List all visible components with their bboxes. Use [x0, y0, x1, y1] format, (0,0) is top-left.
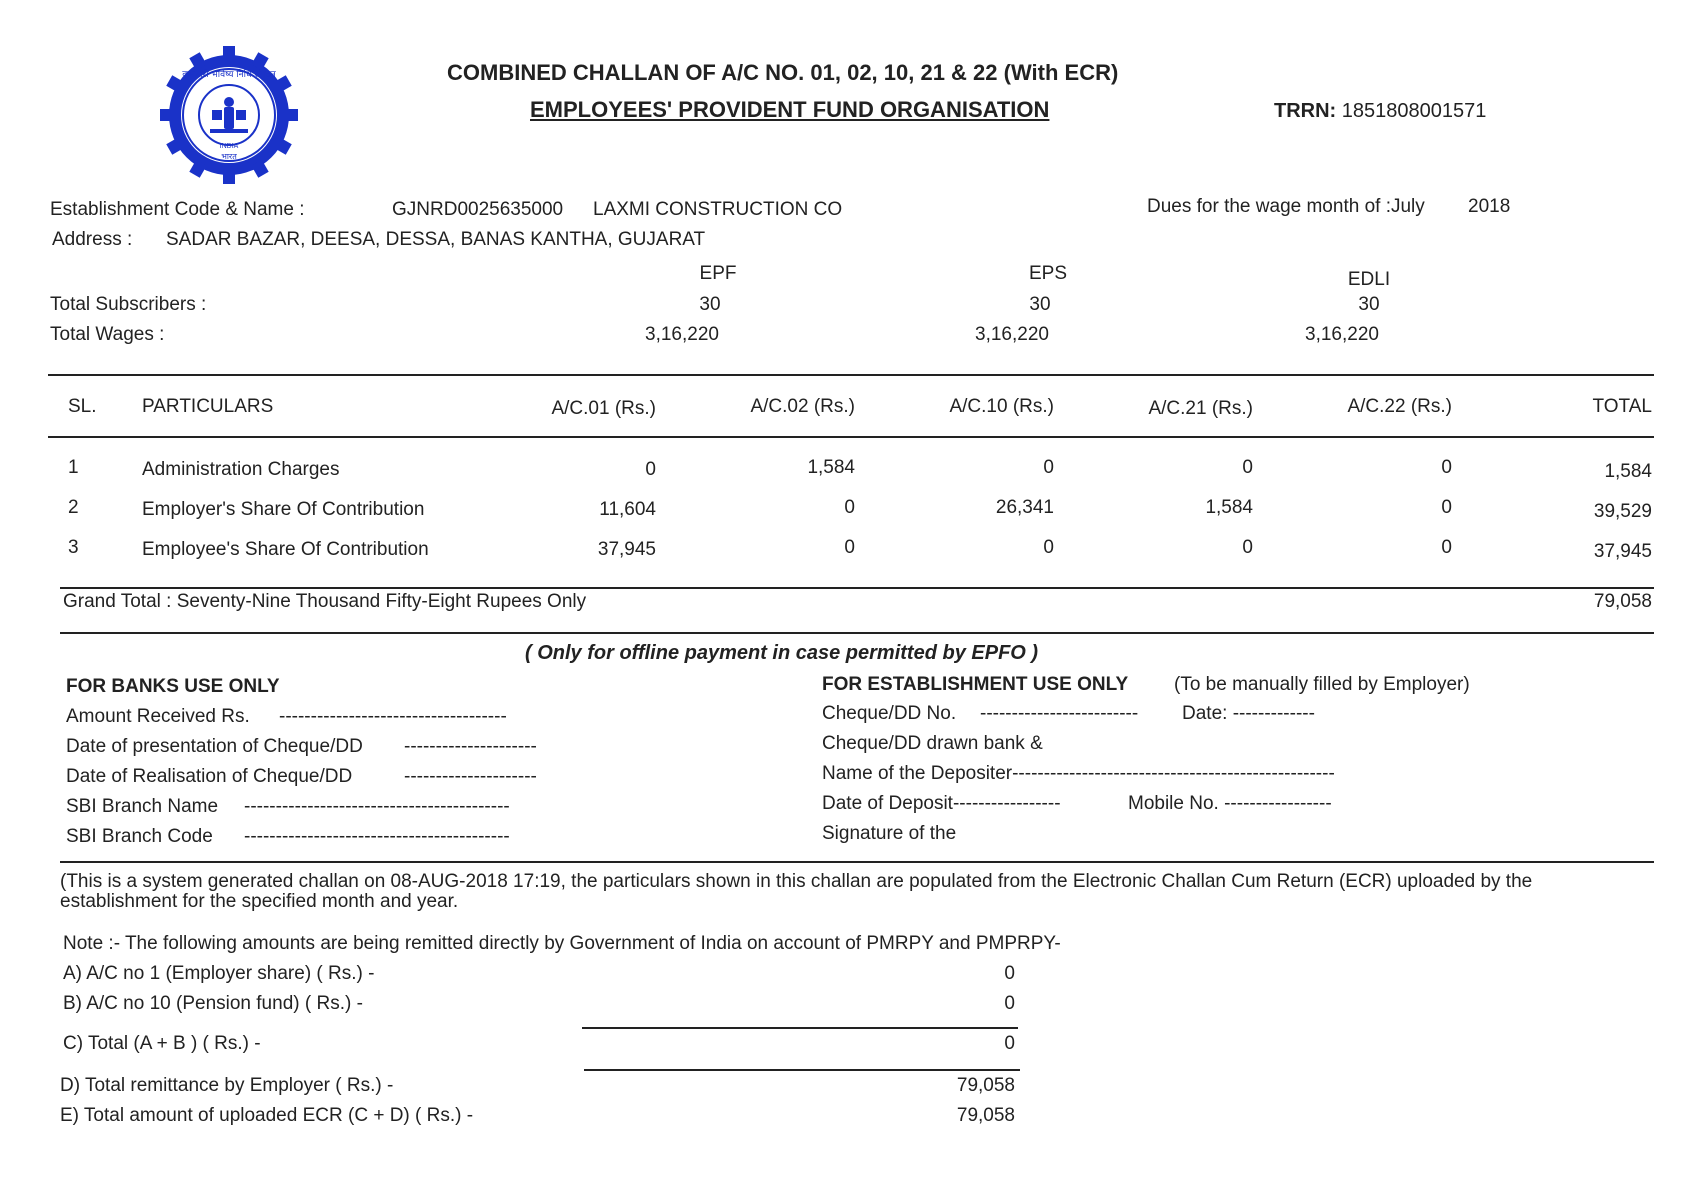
table-header-rule [48, 436, 1654, 438]
row-ac10: 0 [1043, 537, 1054, 558]
row-ac22: 0 [1441, 497, 1452, 518]
col-ac01: A/C.01 (Rs.) [551, 398, 656, 419]
row-ac21: 0 [1242, 537, 1253, 558]
row-sl: 1 [68, 457, 79, 478]
total-rule [584, 1069, 1020, 1071]
banks-amount-field: ------------------------------------ [279, 706, 507, 727]
est-use-subtitle: (To be manually filled by Employer) [1174, 674, 1470, 695]
col-ac02: A/C.02 (Rs.) [750, 396, 855, 417]
subscribers-edli: 30 [1358, 294, 1380, 315]
grand-total-top-rule [60, 587, 1654, 589]
item-d-label: D) Total remittance by Employer ( Rs.) - [60, 1075, 394, 1096]
establishment-name: LAXMI CONSTRUCTION CO [593, 199, 843, 220]
system-note-line1: (This is a system generated challan on 08-AUG-2018 17:19, the particulars shown in this challan are populated from the Electronic Challan Cum Return (ECR) uploaded by the [60, 871, 1533, 892]
row-ac02: 0 [844, 537, 855, 558]
grand-total-value: 79,058 [1593, 591, 1652, 612]
col-ac10: A/C.10 (Rs.) [949, 396, 1054, 417]
logo-hindi-text: कर्मचारी भविष्य निधि संगठन [182, 70, 276, 80]
table-top-rule [48, 374, 1654, 376]
item-c-value: 0 [1004, 1033, 1015, 1054]
row-sl: 2 [68, 497, 79, 518]
col-total: TOTAL [1592, 396, 1652, 417]
est-use-title: FOR ESTABLISHMENT USE ONLY [822, 674, 1129, 695]
head-edli: EDLI [1347, 269, 1391, 290]
dues-year: 2018 [1468, 196, 1511, 217]
col-sl: SL. [68, 396, 97, 417]
head-eps: EPS [1028, 263, 1068, 284]
establishment-code: GJNRD0025635000 [392, 199, 564, 220]
wages-epf: 3,16,220 [645, 324, 719, 345]
col-ac21: A/C.21 (Rs.) [1148, 398, 1253, 419]
subscribers-eps: 30 [1029, 294, 1051, 315]
subscribers-label: Total Subscribers : [50, 294, 207, 315]
banks-realisation-field: --------------------- [404, 766, 537, 787]
item-e-value: 79,058 [956, 1105, 1015, 1126]
banks-title: FOR BANKS USE ONLY [66, 676, 280, 697]
org-name: EMPLOYEES' PROVIDENT FUND ORGANISATION [530, 97, 1050, 122]
item-a-label: A) A/C no 1 (Employer share) ( Rs.) - [63, 963, 375, 984]
item-b-value: 0 [1004, 993, 1015, 1014]
row-ac21: 1,584 [1205, 497, 1253, 518]
logo-india-text: INDIA [219, 143, 239, 150]
grand-total-label: Grand Total : Seventy-Nine Thousand Fifty-Eight Rupees Only [63, 591, 587, 612]
system-note-line2: establishment for the specified month and year. [60, 891, 459, 912]
row-ac22: 0 [1441, 457, 1452, 478]
banks-branch-code-label: SBI Branch Code [66, 826, 213, 847]
banks-presentation-label: Date of presentation of Cheque/DD [66, 736, 363, 757]
wages-label: Total Wages : [50, 324, 165, 345]
est-mobile: Mobile No. ----------------- [1128, 793, 1332, 814]
logo-bharat-text: भारत [221, 152, 237, 161]
address-value: SADAR BAZAR, DEESA, DESSA, BANAS KANTHA, GUJARAT [166, 229, 706, 250]
row-total: 37,945 [1593, 541, 1652, 562]
banks-branch-name-label: SBI Branch Name [66, 796, 219, 817]
row-ac02: 1,584 [807, 457, 855, 478]
address-label: Address : [52, 229, 133, 250]
est-signature: Signature of the [822, 823, 957, 844]
row-ac01: 0 [645, 459, 656, 480]
epfo-emblem-icon [158, 44, 300, 186]
epfo-logo [158, 44, 300, 186]
row-ac10: 0 [1043, 457, 1054, 478]
item-c-label: C) Total (A + B ) ( Rs.) - [63, 1033, 261, 1054]
col-ac22: A/C.22 (Rs.) [1347, 396, 1452, 417]
trrn-value: 1851808001571 [1341, 100, 1487, 122]
item-d-value: 79,058 [956, 1075, 1015, 1096]
row-total: 1,584 [1604, 461, 1652, 482]
row-total: 39,529 [1593, 501, 1652, 522]
wages-edli: 3,16,220 [1305, 324, 1379, 345]
dues-label: Dues for the wage month of :July [1147, 196, 1425, 217]
row-ac01: 37,945 [597, 539, 656, 560]
banks-amount-label: Amount Received Rs. [66, 706, 250, 727]
row-ac02: 0 [844, 497, 855, 518]
offline-note: ( Only for offline payment in case permitted by EPFO ) [525, 642, 1039, 664]
banks-realisation-label: Date of Realisation of Cheque/DD [66, 766, 353, 787]
grand-total-bottom-rule [60, 632, 1654, 634]
subscribers-epf: 30 [699, 294, 721, 315]
row-particulars: Employer's Share Of Contribution [142, 499, 425, 520]
footer-top-rule [60, 861, 1654, 863]
row-ac21: 0 [1242, 457, 1253, 478]
banks-branch-name-field: ------------------------------------------ [244, 796, 510, 817]
row-particulars: Administration Charges [142, 459, 340, 480]
row-particulars: Employee's Share Of Contribution [142, 539, 429, 560]
est-drawn-bank: Cheque/DD drawn bank & [822, 733, 1043, 754]
pmrpy-note: Note :- The following amounts are being remitted directly by Government of India on account of PMRPY and PMPRPY- [63, 933, 1061, 954]
challan-title: COMBINED CHALLAN OF A/C NO. 01, 02, 10, 21 & 22 (With ECR) [447, 60, 1119, 85]
col-particulars: PARTICULARS [142, 396, 274, 417]
item-a-value: 0 [1004, 963, 1015, 984]
row-ac22: 0 [1441, 537, 1452, 558]
est-date-field: Date: ------------- [1182, 703, 1315, 724]
row-sl: 3 [68, 537, 79, 558]
est-cheque-label: Cheque/DD No. [822, 703, 957, 724]
establishment-label: Establishment Code & Name : [50, 199, 305, 220]
banks-presentation-field: --------------------- [404, 736, 537, 757]
subtotal-rule [582, 1027, 1018, 1029]
wages-eps: 3,16,220 [975, 324, 1049, 345]
est-cheque-field: ------------------------- [980, 703, 1139, 724]
est-deposit-date: Date of Deposit----------------- [822, 793, 1061, 814]
item-b-label: B) A/C no 10 (Pension fund) ( Rs.) - [63, 993, 363, 1014]
trrn-label: TRRN: [1274, 100, 1337, 122]
banks-branch-code-field: ------------------------------------------ [244, 826, 510, 847]
head-epf: EPF [699, 263, 737, 284]
row-ac10: 26,341 [995, 497, 1054, 518]
item-e-label: E) Total amount of uploaded ECR (C + D) ( Rs.) - [60, 1105, 474, 1126]
row-ac01: 11,604 [599, 499, 656, 520]
est-depositer: Name of the Depositer--------------------------------------------------- [822, 763, 1335, 784]
trrn [1274, 100, 1486, 123]
